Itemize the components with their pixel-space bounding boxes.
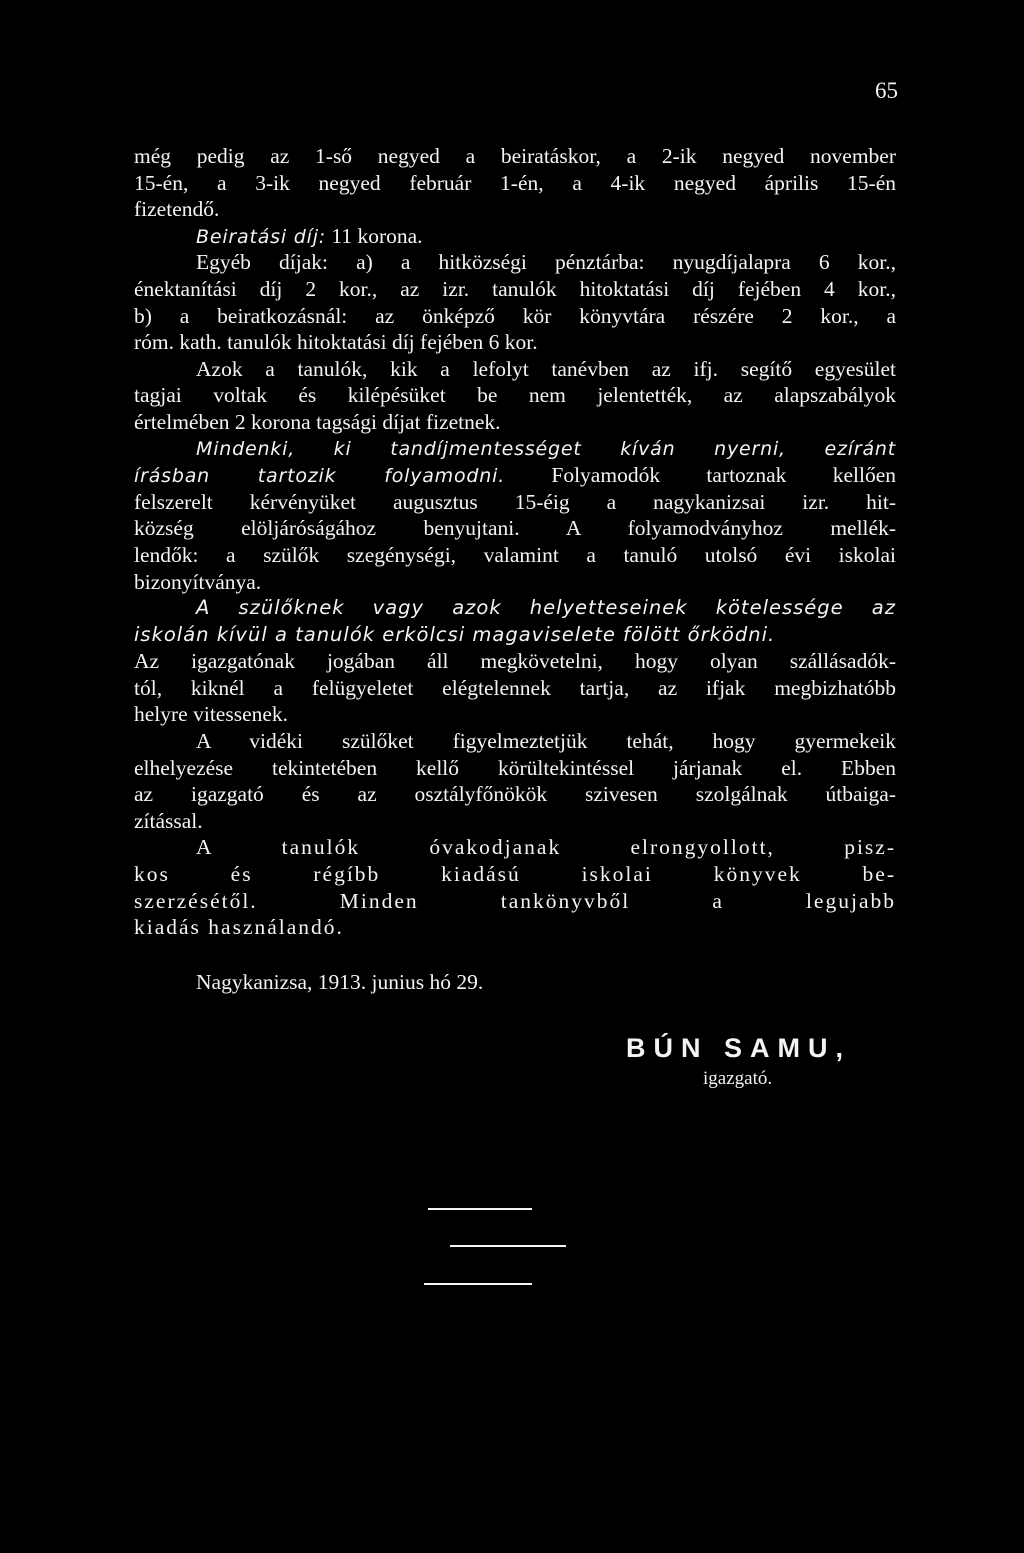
- text-line: iskolán kívül a tanulók erkölcsi magaviselete fölött őrködni.: [134, 622, 776, 646]
- text-line: Az igazgatónak jogában áll megkövetelni, hogy olyan szállásadók-: [134, 649, 896, 674]
- text-line: lendők: a szülők szegénységi, valamint a tanuló utolsó évi iskolai: [134, 542, 896, 567]
- text-line: A szülőknek vagy azok helyetteseinek kötelessége az: [196, 596, 896, 620]
- enrollment-fee-value: 11 korona.: [326, 223, 423, 248]
- page-number: 65: [875, 78, 898, 103]
- divider-rule: [424, 1283, 532, 1285]
- text-line: község elöljáróságához benyujtani. A folyamodványhoz mellék-: [134, 516, 896, 541]
- plain-phrase: Folyamodók tartoznak kellően: [505, 463, 897, 488]
- text-line: kos és régíbb kiadású iskolai könyvek be-: [134, 862, 896, 887]
- text-line: A tanulók óvakodjanak elrongyollott, pisz-: [196, 835, 896, 860]
- text-line: elhelyezése tekintetében kellő körültekintéssel járjanak el. Ebben: [134, 755, 896, 780]
- text-line: Mindenki, ki tandíjmentességet kíván nyerni, ezíránt: [196, 437, 896, 460]
- text-line: szerzésétől. Minden tankönyvből a legujabb: [134, 888, 896, 913]
- text-line: [134, 223, 896, 250]
- text-line: róm. kath. tanulók hitoktatási díj fejében 6 kor.: [134, 330, 538, 355]
- text-line: az igazgató és az osztályfőnökök szivesen szolgálnak útbaiga-: [134, 782, 896, 807]
- text-line: még pedig az 1-ső negyed a beiratáskor, a 2-ik negyed november: [134, 144, 896, 168]
- text-line: Azok a tanulók, kik a lefolyt tanévben az ifj. segítő egyesület: [196, 356, 896, 381]
- text-line: fizetendő.: [134, 197, 220, 222]
- enrollment-fee-label: Beiratási díj:: [196, 225, 326, 248]
- divider-rule: [450, 1245, 566, 1247]
- text-line: b) a beiratkozásnál: az önképző kör könyvtára részére 2 kor., a: [134, 303, 896, 328]
- text-line: értelmében 2 korona tagsági díjat fizetnek.: [134, 409, 501, 434]
- text-line: énektanítási díj 2 kor., az izr. tanulók hitoktatási díj fejében 4 kor.,: [134, 276, 896, 301]
- text-line: bizonyítványa.: [134, 569, 262, 594]
- text-line: 15-én, a 3-ik negyed február 1-én, a 4-ik negyed április 15-én: [134, 170, 896, 195]
- text-line: tól, kiknél a felügyeletet elégtelennek tartja, az ifjak megbizhatóbb: [134, 675, 896, 700]
- text-line: tagjai voltak és kilépésüket be nem jelentették, az alapszabályok: [134, 383, 896, 408]
- italic-phrase: írásban tartozik folyamodni.: [134, 465, 506, 488]
- signature-title: igazgató.: [703, 1068, 773, 1089]
- divider-rule: [428, 1208, 532, 1210]
- date-line: Nagykanizsa, 1913. junius hó 29.: [196, 970, 484, 994]
- text-line: felszerelt kérvényüket augusztus 15-éig a nagykanizsai izr. hit-: [134, 489, 896, 514]
- text-line: kiadás használandó.: [134, 915, 344, 940]
- signature-name: BÚN SAMU,: [626, 1033, 851, 1063]
- text-line: A vidéki szülőket figyelmeztetjük tehát, hogy gyermekeik: [196, 729, 896, 754]
- body-text: [134, 143, 896, 941]
- text-line: helyre vitessenek.: [134, 702, 289, 727]
- text-line: Egyéb díjak: a) a hitközségi pénztárba: nyugdíjalapra 6 kor.,: [196, 250, 896, 275]
- text-line: zítással.: [134, 808, 203, 833]
- text-line: [134, 462, 896, 489]
